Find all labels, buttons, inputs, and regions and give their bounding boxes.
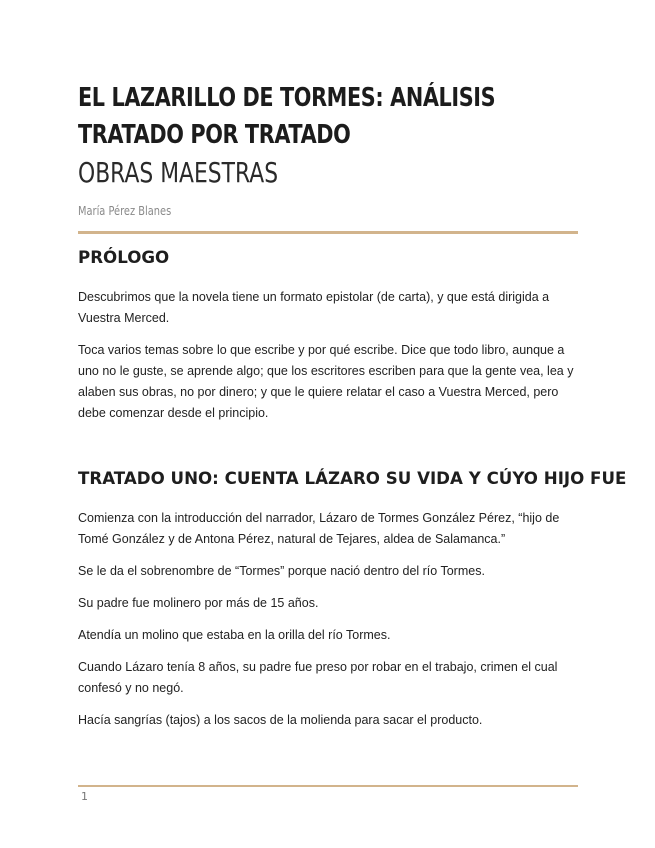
- paragraph: Comienza con la introducción del narrador, Lázaro de Tormes González Pérez, “hijo de Tomé González y de Antona Pérez, natural de Tejares, aldea de Salamanca.”: [78, 511, 560, 546]
- section-heading-prologo: PRÓLOGO: [78, 248, 170, 268]
- paragraph: Se le da el sobrenombre de “Tormes” porque nació dentro del río Tormes.: [78, 564, 485, 578]
- paragraph: Su padre fue molinero por más de 15 años.: [78, 596, 319, 610]
- header-divider: [78, 231, 578, 234]
- paragraph: Atendía un molino que estaba en la orilla del río Tormes.: [78, 628, 391, 642]
- document-page: [78, 0, 627, 848]
- page-number: 1: [81, 790, 88, 803]
- paragraph: Cuando Lázaro tenía 8 años, su padre fue preso por robar en el trabajo, crimen el cual confesó y no negó.: [78, 660, 558, 695]
- paragraph: Hacía sangrías (tajos) a los sacos de la molienda para sacar el producto.: [78, 713, 483, 727]
- paragraph: Toca varios temas sobre lo que escribe y por qué escribe. Dice que todo libro, aunque a uno no le guste, se aprende algo; que los escritores escriben para que la gente vea, lea y alaben sus obras, no por dinero; y que le quiere relatar el caso a Vuestra Merced, pero debe comenzar desde el principio.: [78, 343, 574, 420]
- document-author: María Pérez Blanes: [78, 204, 172, 218]
- footer-divider: [78, 785, 578, 787]
- section-heading-tratado-uno: TRATADO UNO: CUENTA LÁZARO SU VIDA Y CÚYO HIJO FUE: [78, 469, 627, 489]
- document-title: EL LAZARILLO DE TORMES: ANÁLISIS TRATADO POR TRATADO: [78, 83, 496, 150]
- paragraph: Descubrimos que la novela tiene un formato epistolar (de carta), y que está dirigida a Vuestra Merced.: [78, 290, 550, 325]
- document-subtitle: OBRAS MAESTRAS: [78, 156, 279, 189]
